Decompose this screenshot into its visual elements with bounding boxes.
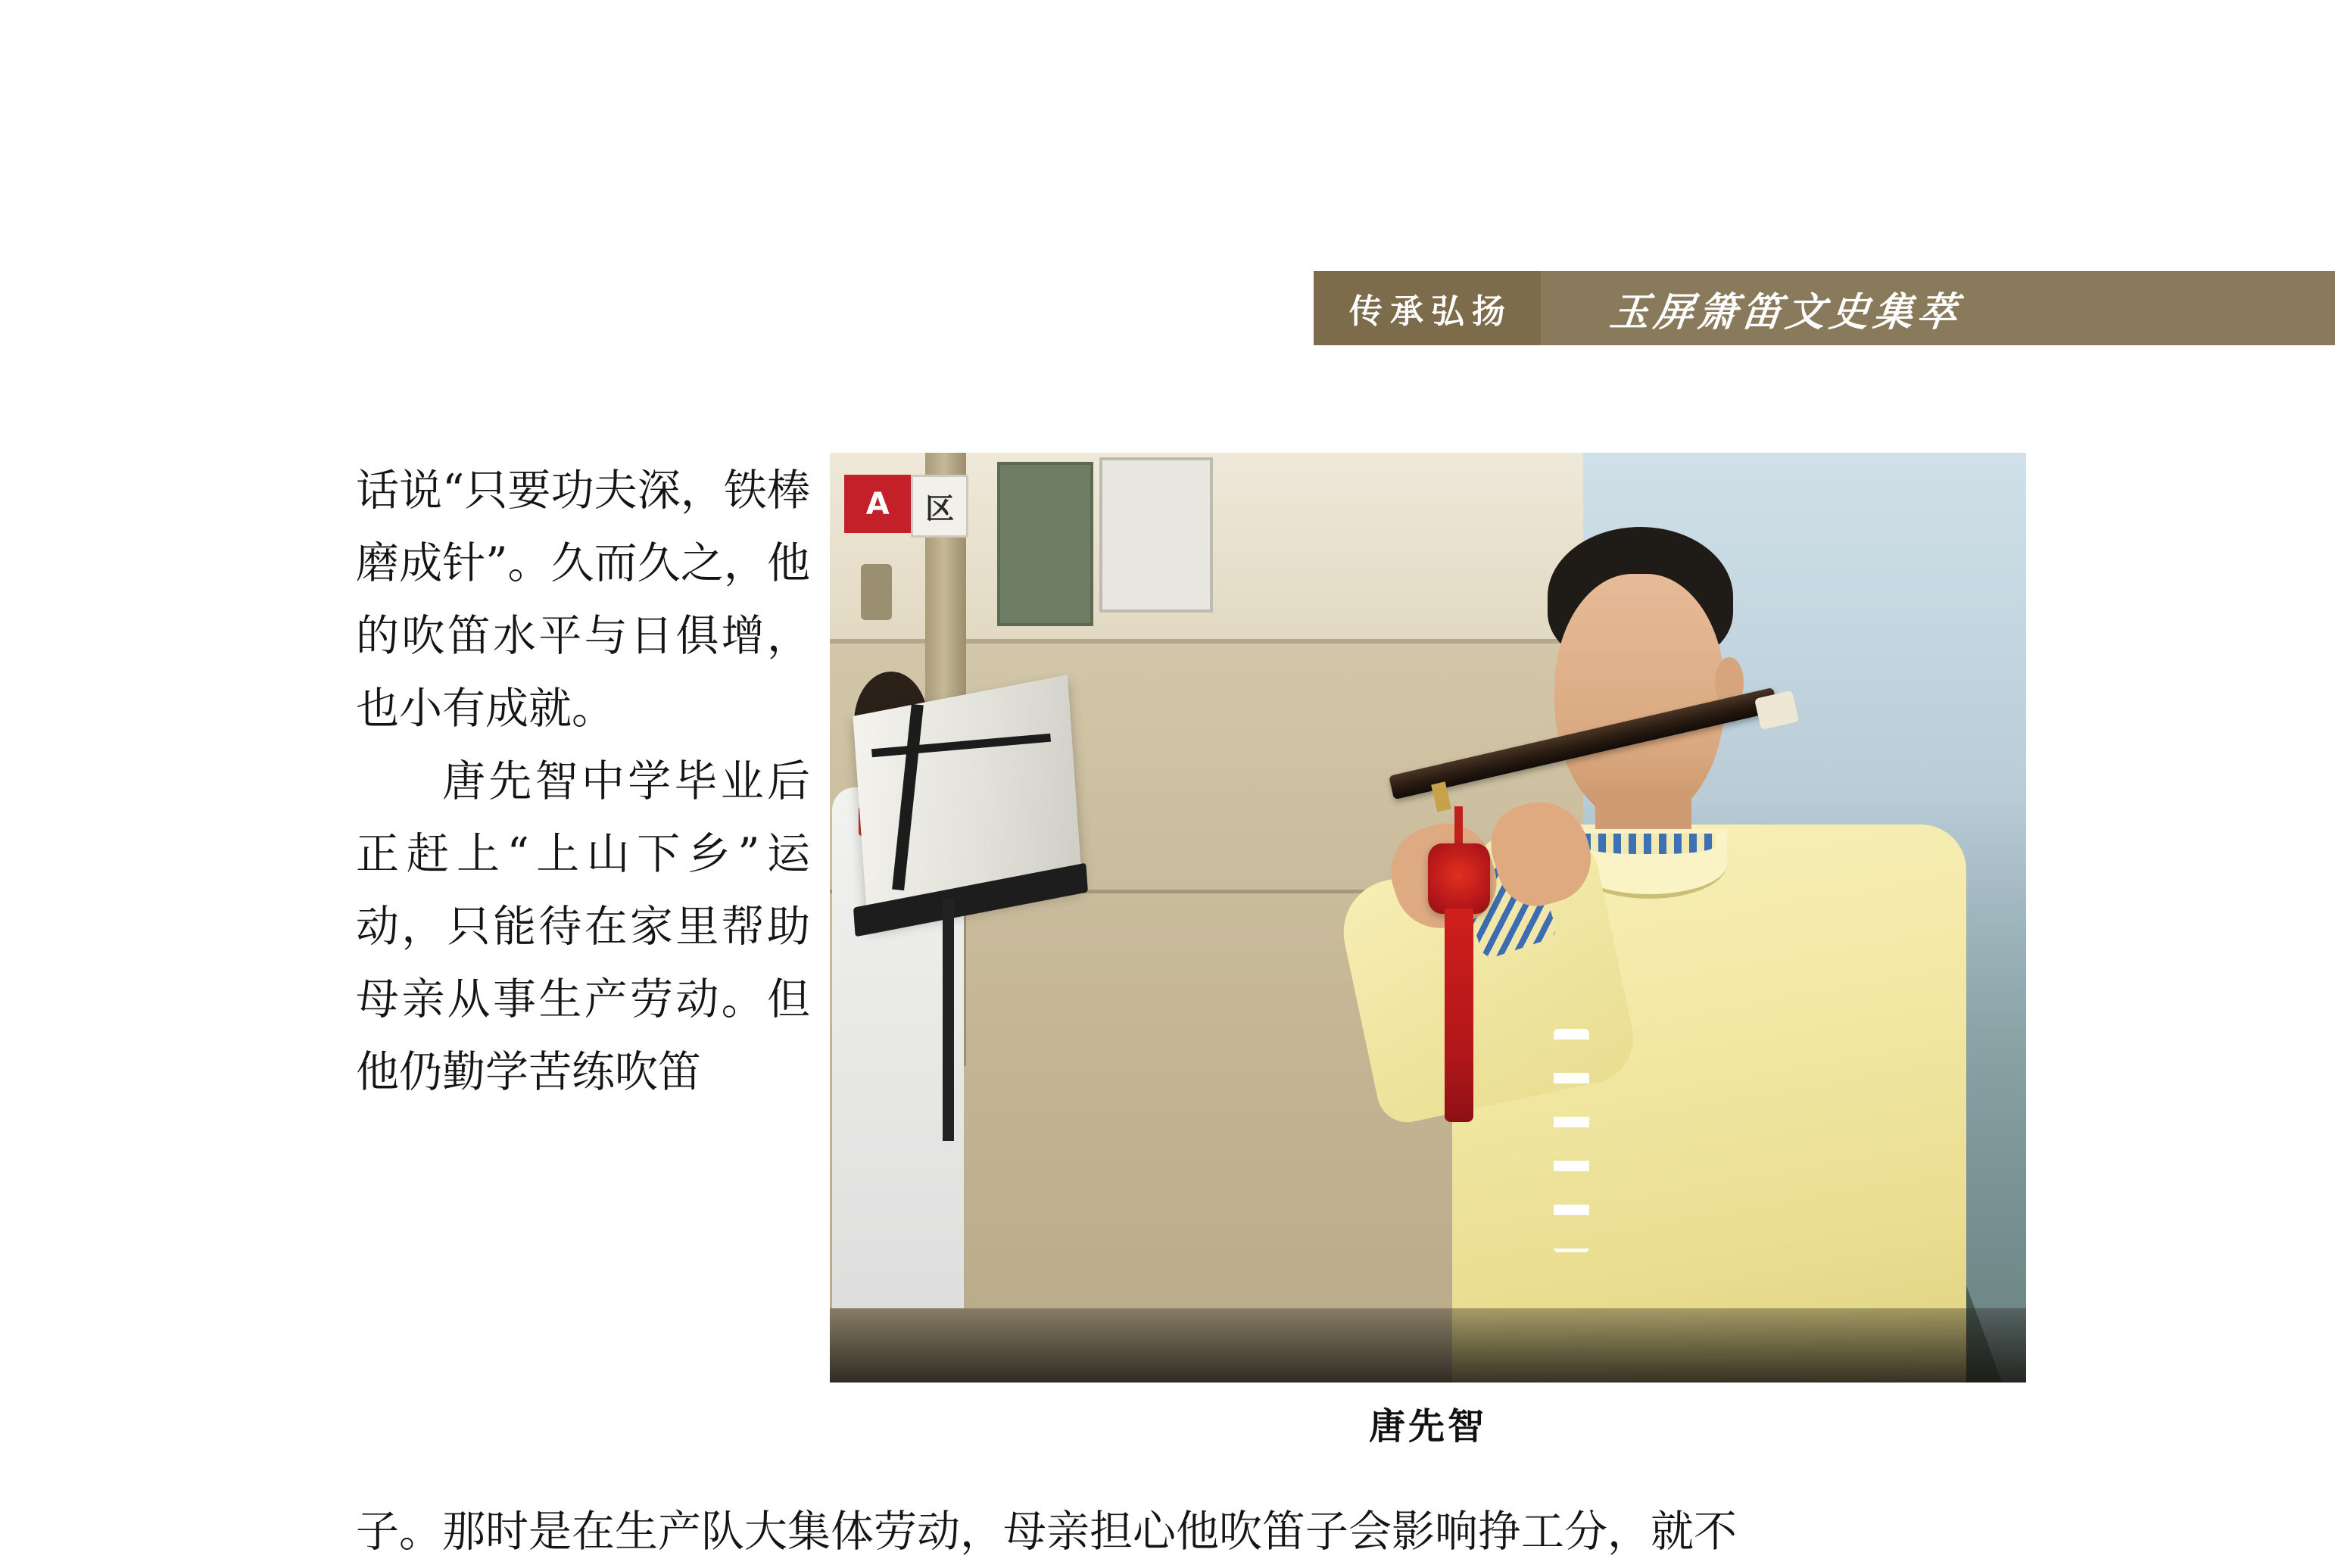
header-left-label: 传承弘扬 [1349,292,1513,331]
performer-collar-trim [1583,834,1715,854]
green-door [997,462,1093,626]
photo-caption: 唐先智 [1368,1405,1487,1448]
page-header-band [1314,271,2335,345]
red-zone-sign-text: A [865,486,890,522]
tassel-fringe [1445,909,1473,1122]
white-zone-sign [911,475,968,537]
wall-speaker [861,564,892,620]
red-zone-sign [844,475,911,532]
white-door [1099,457,1213,612]
photo-figure [830,453,2026,1383]
white-zone-sign-text: 区 [925,492,955,526]
chinese-knot-tassel [1428,843,1490,914]
paragraph-1: 话说“只要功夫深，铁棒磨成针”。久而久之，他的吹笛水平与日俱增，也小有成就。 [356,466,810,734]
music-stand-pole [943,899,955,1140]
paragraph-2: 唐先智中学毕业后正赶上“上山下乡”运动，只能待在家里帮助母亲从事生产劳动。但他仍勤学苦练吹笛 [356,756,810,1097]
audience-silhouette [830,1308,2026,1383]
performer-buttons [1554,1029,1589,1252]
body-text-column [356,454,810,1108]
header-right-title: 玉屏箫笛文史集萃 [1607,288,1964,335]
header-left-block [1314,271,1541,345]
photo-image [830,453,2026,1383]
continuation-line: 子。那时是在生产队大集体劳动，母亲担心他吹笛子会影响挣工分，就不 [356,1507,1737,1557]
